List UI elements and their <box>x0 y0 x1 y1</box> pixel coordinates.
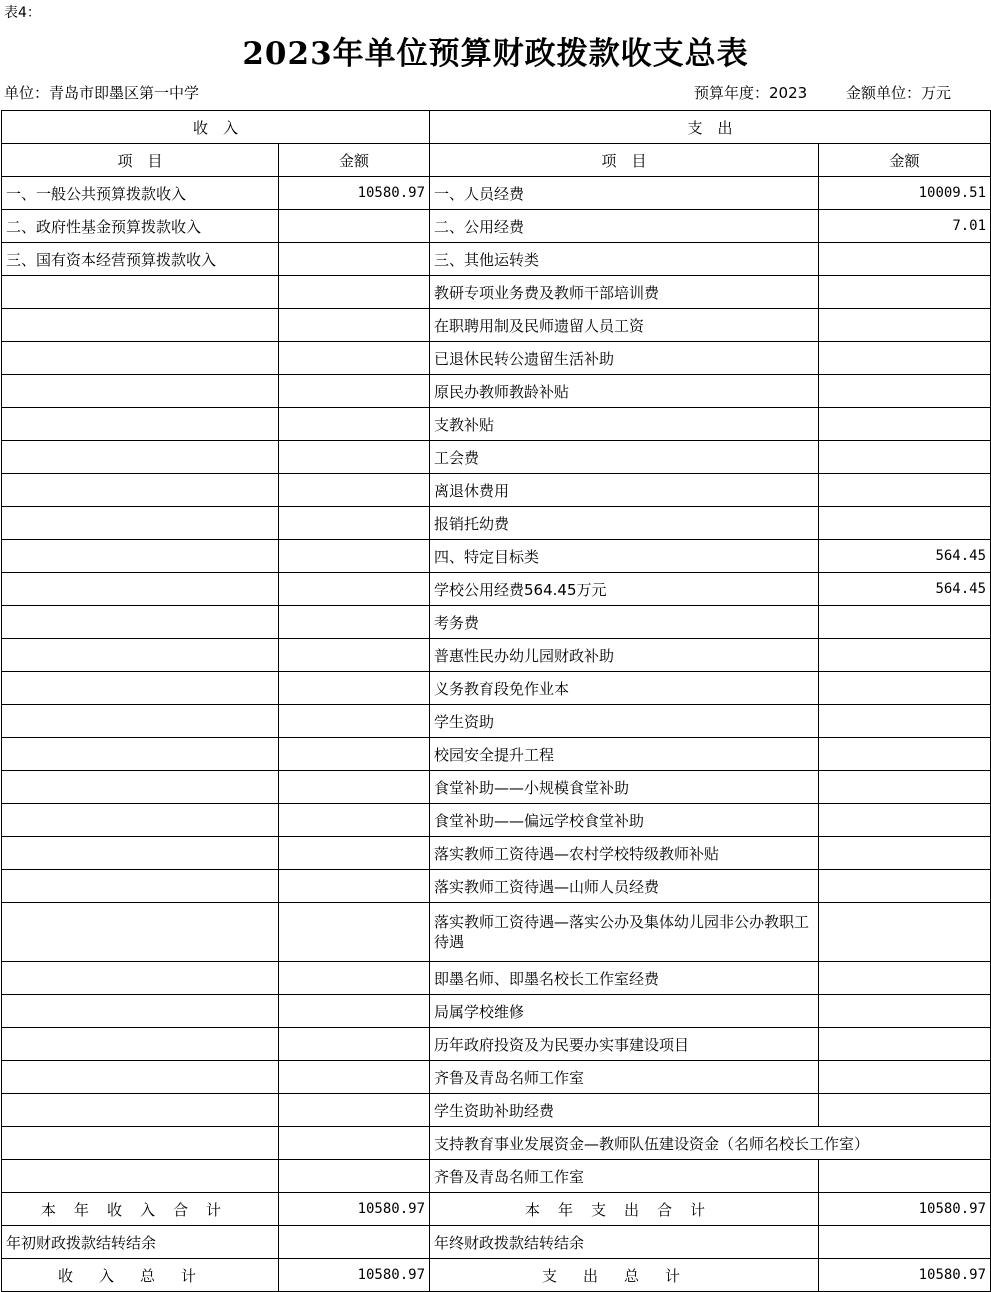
expense-amount-cell <box>819 375 991 408</box>
table-row <box>2 342 991 375</box>
expense-item-cell: 四、特定目标类 <box>430 540 819 573</box>
expense-amount-cell: 7.01 <box>819 210 991 243</box>
table-row <box>2 738 991 771</box>
expense-amount-cell: 564.45 <box>819 573 991 606</box>
expense-item-cell: 落实教师工资待遇—山师人员经费 <box>430 870 819 903</box>
expense-amount-cell <box>819 408 991 441</box>
expense-item-cell: 支持教育事业发展资金—教师队伍建设资金（名师名校长工作室） <box>430 1127 991 1160</box>
income-item-cell <box>2 837 279 870</box>
expense-grand-total-label: 支出总计 <box>430 1259 819 1292</box>
table-row <box>2 276 991 309</box>
expense-item-cell: 报销托幼费 <box>430 507 819 540</box>
carry-in-label: 年初财政拨款结转结余 <box>2 1226 279 1259</box>
income-item-cell <box>2 606 279 639</box>
income-amount-cell <box>279 771 430 804</box>
expense-item-cell: 落实教师工资待遇—农村学校特级教师补贴 <box>430 837 819 870</box>
expense-amount-cell <box>819 507 991 540</box>
income-amount-cell <box>279 210 430 243</box>
income-amount-cell <box>279 995 430 1028</box>
income-item-cell <box>2 1127 279 1160</box>
income-item-cell <box>2 1094 279 1127</box>
expense-amount-cell <box>819 243 991 276</box>
income-item-cell <box>2 342 279 375</box>
year-expense-total-amount: 10580.97 <box>819 1193 991 1226</box>
income-amount-cell <box>279 309 430 342</box>
table-row <box>2 309 991 342</box>
income-item-cell: 三、国有资本经营预算拨款收入 <box>2 243 279 276</box>
table-number-label: 表4： <box>4 5 41 21</box>
income-amount-cell <box>279 962 430 995</box>
income-amount-cell <box>279 870 430 903</box>
income-item-cell <box>2 738 279 771</box>
expense-item-cell: 即墨名师、即墨名校长工作室经费 <box>430 962 819 995</box>
income-amount-cell <box>279 1028 430 1061</box>
income-amount-cell <box>279 375 430 408</box>
carryover-row <box>2 1226 991 1259</box>
income-amount-cell <box>279 804 430 837</box>
expense-item-cell: 二、公用经费 <box>430 210 819 243</box>
table-row <box>2 177 991 210</box>
budget-year-label: 预算年度：2023 <box>694 84 808 102</box>
year-total-row <box>2 1193 991 1226</box>
expense-section-header: 支 出 <box>430 111 991 144</box>
income-item-cell <box>2 1160 279 1193</box>
expense-amount-cell <box>819 1061 991 1094</box>
expense-amount-cell <box>819 639 991 672</box>
expense-amount-cell <box>819 441 991 474</box>
income-item-cell <box>2 962 279 995</box>
income-amount-cell <box>279 903 430 962</box>
table-row <box>2 375 991 408</box>
year-income-total-amount: 10580.97 <box>279 1193 430 1226</box>
table-row <box>2 903 991 962</box>
income-amount-cell <box>279 276 430 309</box>
expense-amount-cell <box>819 870 991 903</box>
expense-item-cell: 校园安全提升工程 <box>430 738 819 771</box>
income-amount-header: 金额 <box>279 144 430 177</box>
income-grand-total-amount: 10580.97 <box>279 1259 430 1292</box>
income-amount-cell <box>279 1061 430 1094</box>
income-item-cell <box>2 705 279 738</box>
expense-item-cell: 落实教师工资待遇—落实公办及集体幼儿园非公办教职工待遇 <box>430 903 819 962</box>
table-row <box>2 1028 991 1061</box>
table-row <box>2 639 991 672</box>
income-item-cell <box>2 1028 279 1061</box>
expense-amount-cell <box>819 1028 991 1061</box>
income-amount-cell <box>279 540 430 573</box>
expense-item-cell: 已退休民转公遗留生活补助 <box>430 342 819 375</box>
income-item-cell <box>2 870 279 903</box>
page-title: 2023年单位预算财政拨款收支总表 <box>242 36 749 72</box>
table-row <box>2 1127 991 1160</box>
expense-item-cell: 食堂补助——偏远学校食堂补助 <box>430 804 819 837</box>
table-row <box>2 408 991 441</box>
income-item-cell <box>2 540 279 573</box>
income-item-cell <box>2 771 279 804</box>
expense-amount-cell: 10009.51 <box>819 177 991 210</box>
expense-amount-header: 金额 <box>819 144 991 177</box>
income-amount-cell: 10580.97 <box>279 177 430 210</box>
income-amount-cell <box>279 408 430 441</box>
expense-amount-cell <box>819 606 991 639</box>
income-item-cell <box>2 639 279 672</box>
expense-item-cell: 义务教育段免作业本 <box>430 672 819 705</box>
income-grand-total-label: 收入总计 <box>2 1259 279 1292</box>
income-item-cell <box>2 507 279 540</box>
income-item-cell <box>2 408 279 441</box>
income-amount-cell <box>279 705 430 738</box>
meta-row <box>4 82 986 104</box>
expense-item-cell: 学校公用经费564.45万元 <box>430 573 819 606</box>
table-row <box>2 672 991 705</box>
expense-item-cell: 普惠性民办幼儿园财政补助 <box>430 639 819 672</box>
expense-item-cell: 离退休费用 <box>430 474 819 507</box>
expense-item-cell: 原民办教师教龄补贴 <box>430 375 819 408</box>
expense-amount-cell <box>819 342 991 375</box>
expense-amount-cell <box>819 962 991 995</box>
income-item-cell <box>2 474 279 507</box>
expense-amount-cell <box>819 804 991 837</box>
income-amount-cell <box>279 474 430 507</box>
table-row <box>2 573 991 606</box>
carry-out-label: 年终财政拨款结转结余 <box>430 1226 819 1259</box>
expense-item-header: 项 目 <box>430 144 819 177</box>
expense-amount-cell <box>819 1094 991 1127</box>
income-item-cell <box>2 375 279 408</box>
expense-amount-cell <box>819 276 991 309</box>
expense-item-cell: 齐鲁及青岛名师工作室 <box>430 1160 819 1193</box>
table-row <box>2 474 991 507</box>
expense-item-cell: 齐鲁及青岛名师工作室 <box>430 1061 819 1094</box>
year-expense-total-label: 本年支出合计 <box>430 1193 819 1226</box>
budget-table <box>1 110 991 1292</box>
income-item-cell: 一、一般公共预算拨款收入 <box>2 177 279 210</box>
table-row <box>2 507 991 540</box>
expense-item-cell: 学生资助补助经费 <box>430 1094 819 1127</box>
year-income-total-label: 本年收入合计 <box>2 1193 279 1226</box>
expense-item-cell: 历年政府投资及为民要办实事建设项目 <box>430 1028 819 1061</box>
unit-label: 单位：青岛市即墨区第一中学 <box>4 84 200 102</box>
income-amount-cell <box>279 441 430 474</box>
expense-amount-cell: 564.45 <box>819 540 991 573</box>
income-item-cell <box>2 903 279 962</box>
carry-in-amount <box>279 1226 430 1259</box>
table-row <box>2 1160 991 1193</box>
section-header-row <box>2 111 991 144</box>
table-row <box>2 441 991 474</box>
income-item-cell <box>2 804 279 837</box>
income-item-cell <box>2 441 279 474</box>
income-item-cell: 二、政府性基金预算拨款收入 <box>2 210 279 243</box>
expense-amount-cell <box>819 309 991 342</box>
expense-item-cell: 教研专项业务费及教师干部培训费 <box>430 276 819 309</box>
expense-item-cell: 三、其他运转类 <box>430 243 819 276</box>
table-row <box>2 1061 991 1094</box>
expense-item-cell: 工会费 <box>430 441 819 474</box>
expense-amount-cell <box>819 903 991 962</box>
table-row <box>2 870 991 903</box>
table-row <box>2 995 991 1028</box>
table-row <box>2 962 991 995</box>
table-row <box>2 1094 991 1127</box>
expense-amount-cell <box>819 474 991 507</box>
expense-item-cell: 学生资助 <box>430 705 819 738</box>
income-amount-cell <box>279 342 430 375</box>
expense-amount-cell <box>819 837 991 870</box>
table-row <box>2 837 991 870</box>
column-header-row <box>2 144 991 177</box>
income-amount-cell <box>279 672 430 705</box>
expense-item-cell: 支教补贴 <box>430 408 819 441</box>
income-amount-cell <box>279 507 430 540</box>
expense-amount-cell <box>819 672 991 705</box>
income-item-cell <box>2 1061 279 1094</box>
income-amount-cell <box>279 1094 430 1127</box>
carry-out-amount <box>819 1226 991 1259</box>
expense-item-cell: 食堂补助——小规模食堂补助 <box>430 771 819 804</box>
income-amount-cell <box>279 573 430 606</box>
currency-unit-label: 金额单位：万元 <box>846 84 952 102</box>
expense-amount-cell <box>819 705 991 738</box>
income-item-header: 项 目 <box>2 144 279 177</box>
income-item-cell <box>2 276 279 309</box>
expense-amount-cell <box>819 771 991 804</box>
grand-total-row <box>2 1259 991 1292</box>
expense-item-cell: 局属学校维修 <box>430 995 819 1028</box>
income-item-cell <box>2 672 279 705</box>
income-amount-cell <box>279 639 430 672</box>
table-row <box>2 771 991 804</box>
expense-grand-total-amount: 10580.97 <box>819 1259 991 1292</box>
income-amount-cell <box>279 1127 430 1160</box>
income-item-cell <box>2 573 279 606</box>
expense-item-cell: 在职聘用制及民师遗留人员工资 <box>430 309 819 342</box>
table-row <box>2 243 991 276</box>
income-item-cell <box>2 995 279 1028</box>
income-amount-cell <box>279 606 430 639</box>
income-amount-cell <box>279 1160 430 1193</box>
table-row <box>2 705 991 738</box>
income-section-header: 收 入 <box>2 111 430 144</box>
expense-amount-cell <box>819 1160 991 1193</box>
expense-item-cell: 考务费 <box>430 606 819 639</box>
table-row <box>2 606 991 639</box>
expense-amount-cell <box>819 995 991 1028</box>
table-row <box>2 804 991 837</box>
table-row <box>2 210 991 243</box>
expense-item-cell: 一、人员经费 <box>430 177 819 210</box>
expense-amount-cell <box>819 738 991 771</box>
income-amount-cell <box>279 837 430 870</box>
income-amount-cell <box>279 738 430 771</box>
income-item-cell <box>2 309 279 342</box>
table-row <box>2 540 991 573</box>
income-amount-cell <box>279 243 430 276</box>
